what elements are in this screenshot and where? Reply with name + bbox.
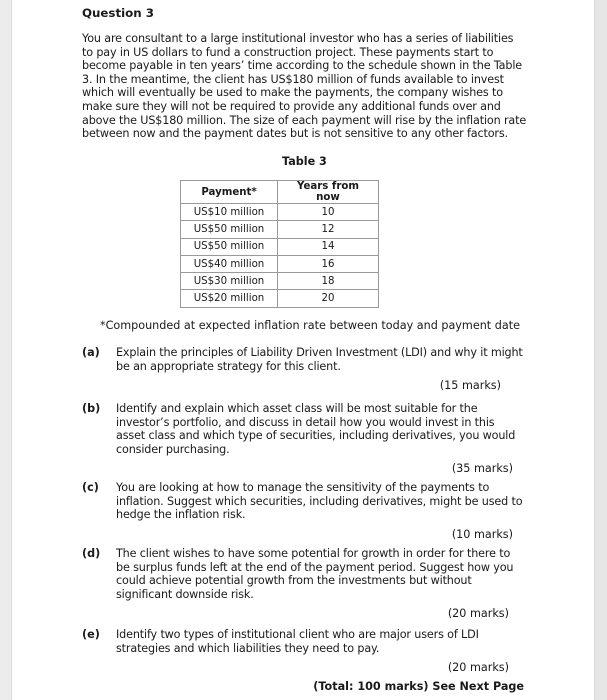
table-row [181, 290, 379, 307]
years-cell: 12 [278, 221, 379, 238]
payment-cell: US$50 million [181, 221, 278, 238]
question-label: (d) [82, 547, 101, 560]
years-cell: 18 [278, 273, 379, 290]
question-text: Explain the principles of Liability Driven Investment (LDI) and why it might be an appropriate strategy for this client. [116, 346, 523, 373]
page-left-margin [0, 0, 12, 700]
header-years: Years from now [278, 181, 379, 204]
question-marks: (15 marks) [439, 379, 501, 393]
question-text: You are looking at how to manage the sensitivity of the payments to inflation. Suggest which securities, including derivatives, might be used to hedge the inflation risk. [116, 481, 523, 522]
table-row [181, 273, 379, 290]
table-header-row [181, 181, 379, 204]
years-cell: 20 [278, 290, 379, 307]
table-caption: Table 3 [282, 155, 327, 168]
years-cell: 10 [278, 204, 379, 221]
question-marks: (20 marks) [447, 661, 509, 675]
question-label: (a) [82, 346, 100, 359]
page-right-margin [594, 0, 607, 700]
question-label: (b) [82, 402, 101, 415]
table-footnote: *Compounded at expected inflation rate between today and payment date [100, 319, 520, 332]
payment-cell: US$40 million [181, 255, 278, 272]
question-label: (e) [82, 628, 100, 641]
intro-paragraph: You are consultant to a large institutional investor who has a series of liabilities to pay in US dollars to fund a construction project. These payments start to become payable in ten years’ time according to the schedule shown in the Table 3. In the meantime, the client has US$180 million of funds available to invest which will eventually be used to make the payments, the company wishes to make sure they will not be required to provide any additional funds over and above the US$180 million. The size of each payment will rise by the inflation rate between now and the payment dates but is not sensitive to any other factors. [82, 32, 527, 141]
question-c [82, 481, 527, 541]
years-cell: 16 [278, 255, 379, 272]
payment-cell: US$30 million [181, 273, 278, 290]
table-row [181, 255, 379, 272]
question-marks: (35 marks) [451, 462, 513, 476]
question-text: Identify and explain which asset class will be most suitable for the investor’s portfolio, and discuss in detail how you would invest in this asset class and which type of securities, including derivatives, you would consider purchasing. [116, 402, 516, 456]
years-cell: 14 [278, 238, 379, 255]
header-payment: Payment* [181, 181, 278, 204]
table-row [181, 204, 379, 221]
question-text: The client wishes to have some potential for growth in order for there to be surplus funds left at the end of the payment period. Suggest how you could achieve potential growth from the investments but without significant downside risk. [116, 547, 514, 601]
question-a [82, 346, 527, 393]
question-marks: (20 marks) [447, 607, 509, 621]
table-row [181, 221, 379, 238]
total-marks: (Total: 100 marks) See Next Page [313, 680, 524, 693]
question-text: Identify two types of institutional client who are major users of LDI strategies and which liabilities they need to pay. [116, 628, 479, 655]
question-title: Question 3 [82, 6, 154, 20]
question-marks: (10 marks) [451, 527, 513, 541]
payment-cell: US$20 million [181, 290, 278, 307]
question-label: (c) [82, 481, 99, 494]
payment-cell: US$10 million [181, 204, 278, 221]
question-e [82, 628, 527, 675]
payment-schedule-table [180, 180, 379, 308]
question-d [82, 547, 527, 621]
table-row [181, 238, 379, 255]
question-b [82, 402, 527, 476]
payment-cell: US$50 million [181, 238, 278, 255]
